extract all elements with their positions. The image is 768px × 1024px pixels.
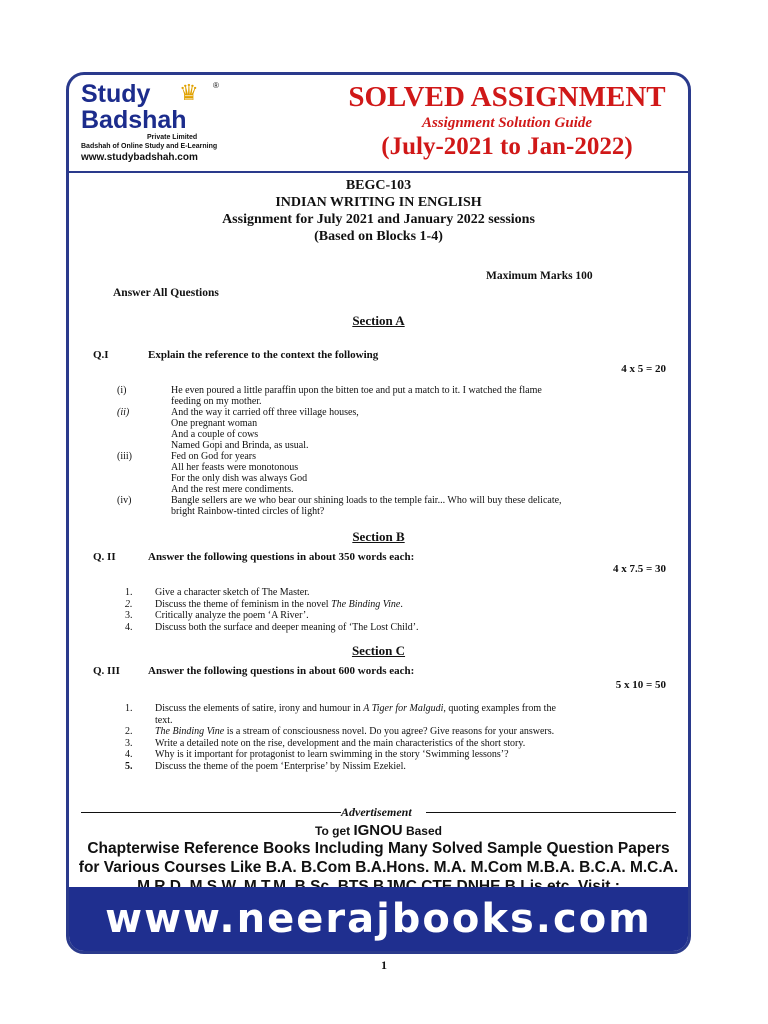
header (69, 75, 688, 173)
promo-line-2: Chapterwise Reference Books Including Many Solved Sample Question Papers (87, 840, 670, 857)
item-line: Bangle sellers are we who bear our shining loads to the temple fair... Who will buy these delicate, (171, 495, 562, 506)
item-text: Critically analyze the poem ‘A River’. (155, 610, 309, 621)
item-text: , quoting examples from the (443, 703, 556, 714)
item-line: All her feasts were monotonous (171, 462, 299, 473)
item-text: is a stream of consciousness novel. Do you agree? Give reasons for your answers. (224, 726, 555, 737)
item-emphasis: The Binding Vine (155, 726, 225, 737)
item-line: feeding on my mother. (171, 396, 262, 407)
q3-marks: 5 x 10 = 50 (615, 679, 666, 691)
max-marks: Maximum Marks 100 (486, 270, 593, 282)
page-number: 1 (381, 958, 387, 972)
list-item (125, 610, 665, 622)
logo-word-study: Study (81, 80, 151, 108)
advertisement-divider (69, 803, 688, 823)
logo-tagline: Badshah of Online Study and E-Learning (81, 143, 218, 150)
item-number: 2. (125, 726, 133, 737)
course-blocks: (Based on Blocks 1-4) (314, 229, 443, 244)
course-code: BEGC-103 (345, 178, 412, 193)
section-c-title: Section C (351, 643, 406, 658)
item-number: 1. (125, 587, 133, 598)
item-number: (iv) (117, 495, 132, 506)
banner-period: (July-2021 to Jan-2022) (381, 133, 633, 160)
page-frame (66, 72, 691, 954)
list-item (125, 749, 665, 761)
q2-marks: 4 x 7.5 = 30 (612, 563, 666, 575)
list-item (125, 738, 665, 750)
promo-text-part: To get (315, 824, 354, 838)
q2-text: Answer the following questions in about 350 words each: (148, 551, 415, 563)
list-item (117, 495, 677, 517)
list-item (117, 385, 677, 407)
promo-line-3: for Various Courses Like B.A. B.Com B.A.Hons. M.A. M.Com M.B.A. B.C.A. M.C.A. (78, 859, 679, 876)
item-text: Discuss the theme of the poem ‘Enterprise’ by Nissim Ezekiel. (155, 760, 406, 772)
item-number: 4. (125, 749, 133, 760)
divider-line (81, 812, 341, 813)
logo-word-badshah: Badshah (81, 106, 187, 134)
study-badshah-logo (81, 81, 241, 163)
section-c-items (125, 703, 665, 772)
advertisement-label: Advertisement (341, 805, 412, 819)
registered-mark: ® (213, 81, 219, 90)
item-number: 1. (125, 703, 133, 714)
item-text: text. (155, 714, 173, 726)
q3-text: Answer the following questions in about 600 words each: (148, 665, 415, 677)
item-text: . (400, 598, 403, 610)
item-text: Give a character sketch of The Master. (155, 587, 310, 598)
item-text: Discuss the theme of feminism in the novel (155, 598, 332, 610)
promo-ignou: IGNOU (353, 822, 403, 839)
promo-text-part: Based (402, 824, 442, 838)
item-number: 4. (125, 621, 133, 633)
q2-label: Q. II (93, 551, 116, 563)
item-line: Named Gopi and Brinda, as usual. (171, 440, 309, 451)
q3-label: Q. III (93, 665, 120, 677)
list-item (125, 599, 665, 611)
crown-icon: ♛ (179, 81, 199, 106)
item-line: And the rest mere condiments. (171, 484, 294, 495)
item-line: For the only dish was always God (171, 473, 308, 484)
item-number: (i) (117, 385, 127, 396)
section-b-items (125, 587, 665, 633)
course-name: INDIAN WRITING IN ENGLISH (275, 195, 482, 210)
item-text: Write a detailed note on the rise, development and the main characteristics of the short story. (155, 737, 526, 749)
item-line: He even poured a little paraffin upon the bitten toe and put a match to it. I watched the flame (171, 385, 542, 396)
list-item (125, 622, 665, 634)
course-sessions: Assignment for July 2021 and January 2022 sessions (222, 212, 535, 227)
item-text: Why is it important for protagonist to learn swimming in the story ‘Swimming lessons’? (155, 749, 509, 760)
section-a-title: Section A (352, 313, 405, 328)
item-number: 3. (125, 610, 133, 621)
item-line: And the way it carried off three village houses, (171, 407, 359, 418)
promo-line-1 (69, 823, 688, 839)
list-item (125, 726, 665, 738)
website-banner[interactable]: www.neerajbooks.com (69, 887, 688, 951)
logo-url[interactable]: www.studybadshah.com (81, 152, 198, 163)
item-text: Discuss the elements of satire, irony and humour in (155, 703, 364, 714)
course-header (69, 177, 688, 245)
logo-private-limited: Private Limited (147, 134, 198, 141)
banner (327, 81, 687, 161)
section-a-items (117, 385, 677, 517)
instruction: Answer All Questions (113, 287, 219, 299)
item-text: Discuss both the surface and deeper meaning of ‘The Lost Child’. (155, 621, 419, 633)
section-b-title: Section B (352, 529, 405, 544)
list-item (117, 451, 677, 495)
item-number: (iii) (117, 451, 132, 462)
item-emphasis: The Binding Vine (331, 598, 401, 610)
item-line: bright Rainbow-tinted circles of light? (171, 506, 325, 517)
banner-title: SOLVED ASSIGNMENT (348, 81, 666, 113)
item-line: And a couple of cows (171, 429, 259, 440)
item-number: 3. (125, 737, 133, 749)
promo-text (69, 823, 688, 896)
item-number: 5. (125, 760, 133, 772)
q1-label: Q.I (93, 349, 109, 361)
list-item (125, 703, 665, 726)
q1-text: Explain the reference to the context the following (148, 349, 379, 361)
item-number: (ii) (117, 407, 130, 418)
list-item (125, 587, 665, 599)
item-line: Fed on God for years (171, 451, 256, 462)
list-item (117, 407, 677, 451)
item-line: One pregnant woman (171, 418, 258, 429)
item-emphasis: A Tiger for Malgudi (363, 703, 444, 714)
assignment-content (69, 173, 688, 772)
q1-marks: 4 x 5 = 20 (621, 363, 666, 375)
divider-line (426, 812, 676, 813)
item-number: 2. (125, 598, 133, 610)
banner-subtitle: Assignment Solution Guide (421, 115, 593, 131)
list-item (125, 761, 665, 773)
